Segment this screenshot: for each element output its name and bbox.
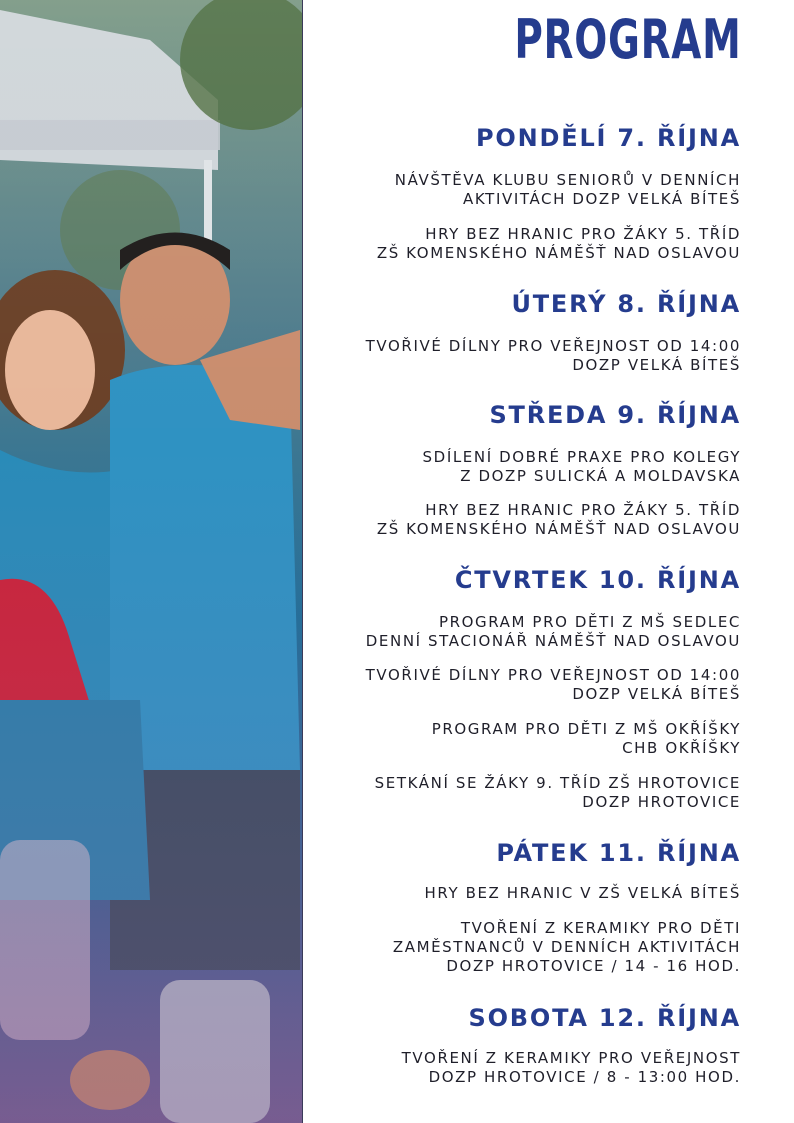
program-item: PROGRAM PRO DĚTI Z MŠ OKŘÍŠKY CHB OKŘÍŠKY xyxy=(431,720,741,757)
day-heading-tuesday: ÚTERÝ 8. ŘÍJNA xyxy=(511,290,741,318)
program-item: SETKÁNÍ SE ŽÁKY 9. TŘÍD ZŠ HROTOVICE DOZP HROTOVICE xyxy=(374,774,741,811)
event-photo xyxy=(0,0,302,1123)
day-heading-wednesday: STŘEDA 9. ŘÍJNA xyxy=(489,401,741,429)
program-item: SDÍLENÍ DOBRÉ PRAXE PRO KOLEGY Z DOZP SULICKÁ A MOLDAVSKA xyxy=(422,448,741,485)
program-item: NÁVŠTĚVA KLUBU SENIORŮ V DENNÍCH AKTIVITÁCH DOZP VELKÁ BÍTEŠ xyxy=(394,171,741,208)
program-item: HRY BEZ HRANIC PRO ŽÁKY 5. TŘÍD ZŠ KOMENSKÉHO NÁMĚŠŤ NAD OSLAVOU xyxy=(376,225,741,262)
day-heading-monday: PONDĚLÍ 7. ŘÍJNA xyxy=(476,124,741,152)
program-item: TVOŘENÍ Z KERAMIKY PRO DĚTI ZAMĚSTNANCŮ V DENNÍCH AKTIVITÁCH DOZP HROTOVICE / 14 - 16 HOD. xyxy=(392,919,741,975)
page-title: PROGRAM xyxy=(513,8,741,71)
day-heading-thursday: ČTVRTEK 10. ŘÍJNA xyxy=(454,566,741,594)
program-item: TVOŘENÍ Z KERAMIKY PRO VEŘEJNOST DOZP HROTOVICE / 8 - 13:00 HOD. xyxy=(401,1049,741,1086)
day-heading-friday: PÁTEK 11. ŘÍJNA xyxy=(496,839,741,867)
divider-line xyxy=(302,0,303,1123)
day-heading-saturday: SOBOTA 12. ŘÍJNA xyxy=(468,1004,741,1032)
program-item: HRY BEZ HRANIC PRO ŽÁKY 5. TŘÍD ZŠ KOMENSKÉHO NÁMĚŠŤ NAD OSLAVOU xyxy=(376,501,741,538)
program-item: HRY BEZ HRANIC V ZŠ VELKÁ BÍTEŠ xyxy=(424,884,741,902)
program-item: TVOŘIVÉ DÍLNY PRO VEŘEJNOST OD 14:00 DOZP VELKÁ BÍTEŠ xyxy=(365,666,741,703)
program-item: PROGRAM PRO DĚTI Z MŠ SEDLEC DENNÍ STACIONÁŘ NÁMĚŠŤ NAD OSLAVOU xyxy=(365,613,741,650)
program-item: TVOŘIVÉ DÍLNY PRO VEŘEJNOST OD 14:00 DOZP VELKÁ BÍTEŠ xyxy=(365,337,741,374)
